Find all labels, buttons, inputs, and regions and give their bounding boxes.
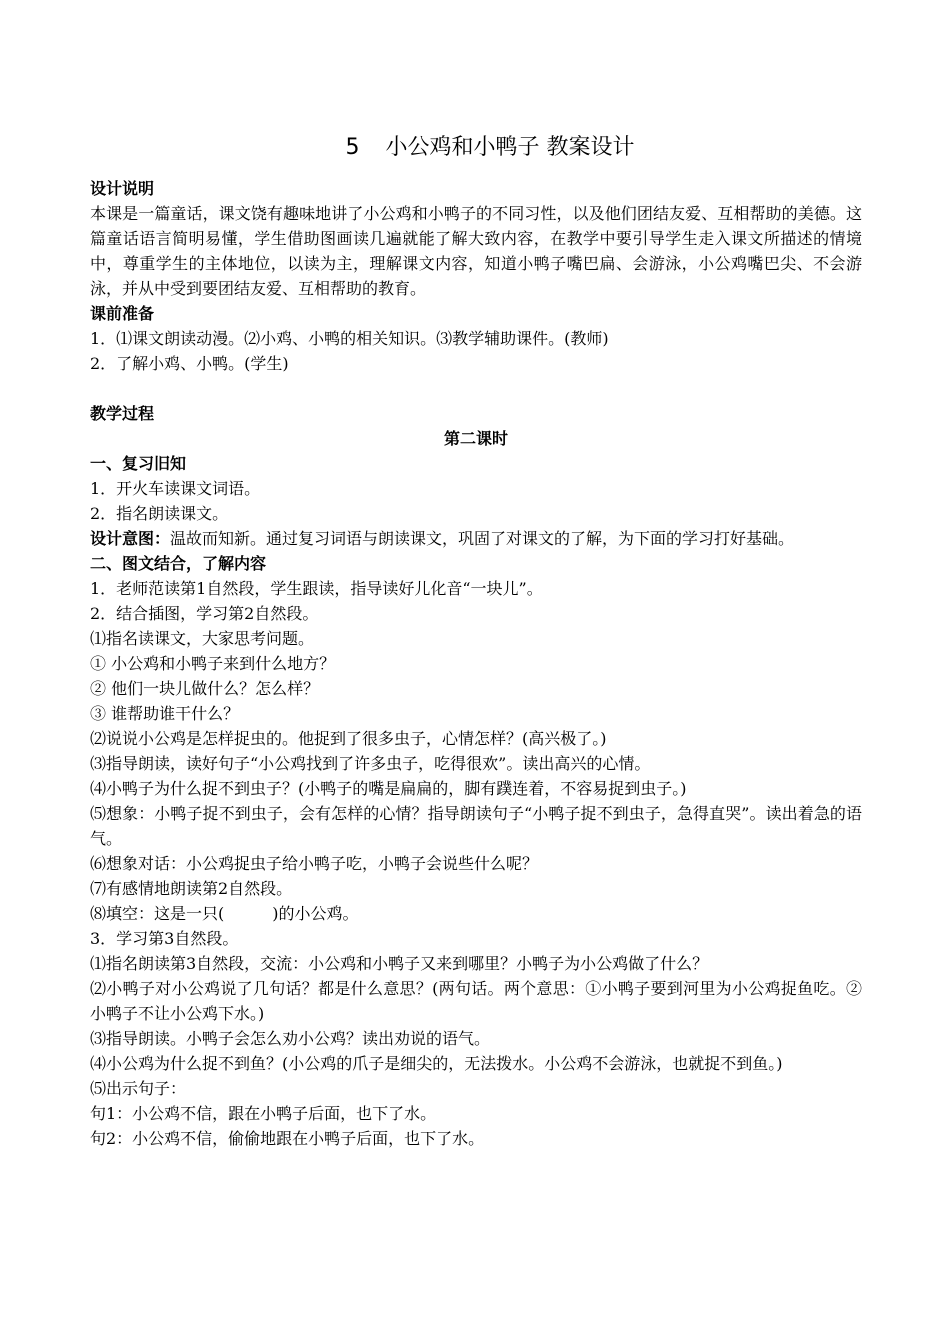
section2-content	[90, 576, 862, 1151]
section2-line: ⑵小鸭子对小公鸡说了几句话？都是什么意思？(两句话。两个意思：①小鸭子要到河里为小公鸡捉鱼吃。②小鸭子不让小公鸡下水。)	[90, 979, 862, 1023]
section2-line: 1．老师范读第1自然段，学生跟读，指导读好儿化音“一块儿”。	[90, 579, 543, 598]
spacer	[90, 376, 862, 401]
design-intent-text: 温故而知新。通过复习词语与朗读课文，巩固了对课文的了解，为下面的学习打好基础。	[170, 529, 795, 548]
preparation-item: 2．了解小鸡、小鸭。(学生)	[90, 354, 289, 373]
section1-item: 2．指名朗读课文。	[90, 504, 229, 523]
section2-line: ③ 谁帮助谁干什么？	[90, 704, 240, 723]
section2-line: 句2：小公鸡不信，偷偷地跟在小鸭子后面，也下了水。	[90, 1129, 485, 1148]
document-page	[90, 130, 862, 1151]
preparation-heading: 课前准备	[90, 304, 155, 323]
lesson-number: 5	[345, 135, 360, 160]
section1-item: 1．开火车读课文词语。	[90, 479, 261, 498]
design-note-heading: 设计说明	[90, 179, 155, 198]
section2-line: 2．结合插图，学习第2自然段。	[90, 604, 319, 623]
section2-line: ⑺有感情地朗读第2自然段。	[90, 879, 293, 898]
section1-heading: 一、复习旧知	[90, 454, 187, 473]
section2-line: ⑷小鸭子为什么捉不到虫子？(小鸭子的嘴是扁扁的，脚有蹼连着，不容易捉到虫子。)	[90, 779, 687, 798]
section2-line: ⑸想象：小鸭子捉不到虫子，会有怎样的心情？指导朗读句子“小鸭子捉不到虫子，急得直哭”。读出着急的语气。	[90, 804, 862, 848]
section2-line: ⑴指名读课文，大家思考问题。	[90, 629, 315, 648]
section2-line: ① 小公鸡和小鸭子来到什么地方？	[90, 654, 336, 673]
section2-line: ⑵说说小公鸡是怎样捉虫的。他捉到了很多虫子，心情怎样？(高兴极了。)	[90, 729, 607, 748]
section2-line: ⑹想象对话：小公鸡捉虫子给小鸭子吃，小鸭子会说些什么呢？	[90, 854, 539, 873]
lesson-period: 第二课时	[443, 429, 508, 448]
section2-line: ② 他们一块儿做什么？怎么样？	[90, 679, 320, 698]
section2-line: ⑸出示句子：	[90, 1079, 187, 1098]
section2-line: ⑶指导朗读。小鸭子会怎么劝小公鸡？读出劝说的语气。	[90, 1029, 491, 1048]
section2-line: ⑷小公鸡为什么捉不到鱼？(小公鸡的爪子是细尖的，无法拨水。小公鸡不会游泳，也就捉不到鱼。)	[90, 1054, 783, 1073]
design-note-body: 本课是一篇童话，课文饶有趣味地讲了小公鸡和小鸭子的不同习性，以及他们团结友爱、互相帮助的美德。这篇童话语言简明易懂，学生借助图画读几遍就能了解大致内容，在教学中要引导学生走入课文所描述的情境中，尊重学生的主体地位，以读为主，理解课文内容，知道小鸭子嘴巴扁、会游泳，小公鸡嘴巴尖、不会游泳，并从中受到要团结友爱、互相帮助的教育。	[90, 204, 862, 298]
process-heading: 教学过程	[90, 404, 155, 423]
section2-line: 3．学习第3自然段。	[90, 929, 239, 948]
title-text: 小公鸡和小鸭子 教案设计	[385, 135, 635, 160]
section2-line: ⑶指导朗读，读好句子“小公鸡找到了许多虫子，吃得很欢”。读出高兴的心情。	[90, 754, 651, 773]
document-title	[90, 132, 862, 164]
section2-line: ⑻填空：这是一只( )的小公鸡。	[90, 904, 359, 923]
section2-line: ⑴指名朗读第3自然段，交流：小公鸡和小鸭子又来到哪里？小鸭子为小公鸡做了什么？	[90, 954, 709, 973]
design-intent-label: 设计意图：	[90, 529, 171, 548]
preparation-item: 1．⑴课文朗读动漫。⑵小鸡、小鸭的相关知识。⑶教学辅助课件。(教师)	[90, 329, 609, 348]
design-intent	[90, 526, 862, 551]
section2-line: 句1：小公鸡不信，跟在小鸭子后面，也下了水。	[90, 1104, 437, 1123]
section2-heading: 二、图文结合，了解内容	[90, 554, 267, 573]
